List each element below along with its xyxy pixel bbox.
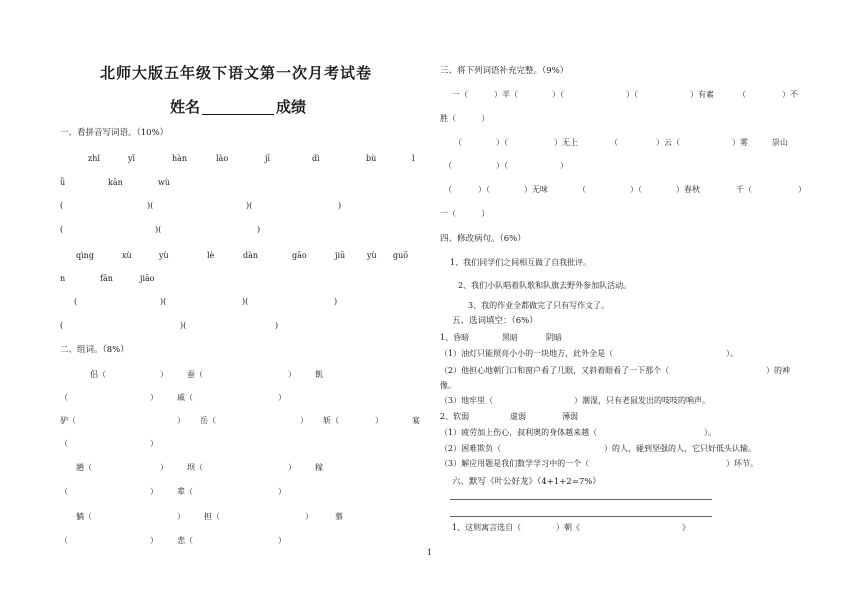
pinyin: dàn xyxy=(243,251,259,260)
idiom-part: 崇山 xyxy=(772,138,788,147)
idiom-part: ）（ xyxy=(496,161,508,170)
idiom-part: ）雾 xyxy=(732,138,748,147)
pinyin: xù xyxy=(122,251,132,260)
word-choice: 薄弱 xyxy=(562,412,578,421)
pinyin: n xyxy=(60,274,66,283)
word-char: 趟（ xyxy=(76,463,92,472)
answer-paren[interactable]: ）环节。 xyxy=(726,459,758,468)
idiom-part: ）半（ xyxy=(494,90,518,99)
section-6-heading: 六、默写《叶公好龙》（4+1+2=7%） xyxy=(452,477,601,487)
sentence-item: 3、我的作业全都做完了只有写作文了。 xyxy=(468,301,610,310)
idiom-part: （ xyxy=(444,161,452,170)
pinyin: guō xyxy=(393,251,409,260)
page-title: 北师大版五年级下语文第一次月考试卷 xyxy=(100,64,373,82)
answer-paren[interactable]: ）朝《 xyxy=(556,523,580,532)
answer-paren[interactable]: ） xyxy=(288,463,296,472)
answer-paren[interactable]: ( xyxy=(60,201,64,210)
answer-paren[interactable]: ) xyxy=(275,321,279,330)
pinyin: yù xyxy=(367,251,377,260)
fill-item: 像。 xyxy=(440,381,456,390)
answer-paren[interactable]: ( xyxy=(60,225,64,234)
idiom-part: （ xyxy=(578,185,586,194)
word-char: 戚（ xyxy=(177,393,193,402)
word-char: 慕 xyxy=(335,512,343,521)
answer-paren[interactable]: ） xyxy=(177,416,185,425)
answer-paren[interactable]: ( xyxy=(60,321,64,330)
word-char: 斩（ xyxy=(323,416,339,425)
idiom-part: ）（ xyxy=(630,185,642,194)
answer-paren[interactable]: ） xyxy=(278,487,286,496)
pinyin: jiāo xyxy=(140,274,155,283)
fill-item: （3）地牢里（ xyxy=(440,396,494,405)
answer-paren[interactable]: ） xyxy=(150,536,158,545)
pinyin: lè xyxy=(207,251,215,260)
answer-paren[interactable]: ） xyxy=(305,512,313,521)
fill-item: （1）油灯只能照亮小小的一块地方，此外全是（ xyxy=(440,349,614,358)
answer-paren[interactable]: )( xyxy=(147,201,154,210)
answer-paren[interactable]: ） xyxy=(177,512,185,521)
idiom-part: 一（ xyxy=(452,90,468,99)
idiom-part: ）（ xyxy=(478,185,490,194)
idiom-part: ）（ xyxy=(626,90,638,99)
answer-paren[interactable]: （ xyxy=(60,393,68,402)
idiom-part: ）春秋 xyxy=(676,185,700,194)
sentence-item: 2、我们小队唱着队歌和队旗去野外参加队活动。 xyxy=(458,281,632,290)
fill-item: 1、这则寓言选自（ xyxy=(452,523,522,532)
pinyin: jī xyxy=(265,154,271,163)
idiom-part: ） xyxy=(560,161,568,170)
word-char: 蚕（ xyxy=(187,370,203,379)
fill-item: （2）困难欺负（ xyxy=(440,444,502,453)
pinyin: dì xyxy=(312,154,320,163)
idiom-part: ）云（ xyxy=(656,138,680,147)
answer-paren[interactable]: ） xyxy=(160,370,168,379)
pinyin: bù xyxy=(366,154,377,163)
answer-paren[interactable]: ）的人，碰到坚强的人，它只好低头认输。 xyxy=(604,444,756,453)
answer-paren[interactable]: ） xyxy=(278,536,286,545)
word-char: 侣（ xyxy=(90,370,106,379)
fill-item: （3）解应用题是我们数学学习中的一个（ xyxy=(440,459,590,468)
word-char: 躺（ xyxy=(76,512,92,521)
pinyin: ǚ xyxy=(60,178,66,187)
answer-paren[interactable]: ） xyxy=(375,416,383,425)
pinyin: yù xyxy=(159,251,169,260)
pinyin: lào xyxy=(216,154,229,163)
answer-paren[interactable]: ） xyxy=(288,370,296,379)
answer-paren[interactable]: （ xyxy=(60,487,68,496)
idiom-part: ）无味 xyxy=(524,185,548,194)
idiom-part: ）无上 xyxy=(554,138,578,147)
pinyin: zhǐ xyxy=(88,154,100,163)
writing-line[interactable] xyxy=(450,516,712,517)
word-char: 驴（ xyxy=(60,416,76,425)
answer-paren[interactable]: （ xyxy=(60,536,68,545)
word-char: 坝（ xyxy=(187,463,203,472)
word-choice: 1、昏暗 xyxy=(440,333,470,342)
answer-paren[interactable]: 》 xyxy=(682,523,690,532)
pinyin: yī xyxy=(128,154,136,163)
word-choice: 2、软弱 xyxy=(440,412,470,421)
idiom-part: ）不 xyxy=(782,90,798,99)
word-char: 宴 xyxy=(412,416,420,425)
idiom-part: ）（ xyxy=(496,138,508,147)
word-char: 飢 xyxy=(315,370,323,379)
word-char: 担（ xyxy=(204,512,220,521)
answer-paren[interactable]: ）。 xyxy=(726,349,738,358)
section-3-heading: 三、将下列词语补充完整。（9%） xyxy=(440,66,569,76)
pinyin: hàn xyxy=(172,154,188,163)
idiom-part: （ xyxy=(454,138,462,147)
writing-line[interactable] xyxy=(450,499,712,500)
section-1-heading: 一、看拼音写词语。（10%） xyxy=(60,128,169,138)
answer-paren[interactable]: ) xyxy=(257,225,261,234)
answer-paren[interactable]: ） xyxy=(150,487,158,496)
pinyin: l xyxy=(412,154,415,163)
word-char: 悲（ xyxy=(177,536,193,545)
word-choice: 虚弱 xyxy=(510,412,526,421)
section-2-heading: 二、组词。（8%） xyxy=(60,345,129,355)
idiom-part: （ xyxy=(738,90,746,99)
sentence-item: 1、我们同学们之间相互做了自我批评。 xyxy=(450,258,592,267)
fill-item: （1）疲劳加上伤心，叔利奥的身体越来越（ xyxy=(440,428,598,437)
word-choice: 阴暗 xyxy=(546,333,562,342)
word-choice: 黑暗 xyxy=(502,333,518,342)
answer-paren[interactable]: ） xyxy=(278,393,286,402)
name-blank[interactable] xyxy=(202,98,274,115)
pinyin: gāo xyxy=(292,251,307,260)
answer-paren[interactable]: )( xyxy=(155,225,162,234)
answer-paren[interactable]: ) xyxy=(338,201,342,210)
idiom-part: ）（ xyxy=(552,90,564,99)
score-label: 成绩 xyxy=(276,98,307,116)
answer-paren[interactable]: )( xyxy=(180,321,187,330)
answer-paren[interactable]: )( xyxy=(160,297,167,306)
word-char: 稼 xyxy=(315,463,323,472)
pinyin: jiū xyxy=(335,251,346,260)
idiom-part: 胜（ ） xyxy=(440,114,490,123)
answer-paren[interactable]: ( xyxy=(74,297,78,306)
answer-paren[interactable]: ）潮湿，只有老鼠发出的吱吱的响声。 xyxy=(574,396,710,405)
idiom-part: ）有素 xyxy=(690,90,714,99)
answer-paren[interactable]: )( xyxy=(246,201,253,210)
answer-paren[interactable]: ） xyxy=(160,463,168,472)
word-char: 岳（ xyxy=(200,416,216,425)
idiom-part: 千（ xyxy=(736,185,752,194)
answer-paren[interactable]: ） xyxy=(300,416,308,425)
page-number: 1 xyxy=(427,548,433,557)
idiom-part: 一（ ） xyxy=(440,209,490,218)
word-char: 辈（ xyxy=(177,487,193,496)
answer-paren[interactable]: ）。 xyxy=(704,428,716,437)
idiom-part: ） xyxy=(798,185,806,194)
idiom-part: （ xyxy=(610,138,618,147)
answer-paren[interactable]: ） xyxy=(150,439,158,448)
idiom-part: （ xyxy=(444,185,452,194)
answer-paren[interactable]: ）的神 xyxy=(766,366,790,375)
answer-paren[interactable]: （ xyxy=(60,439,68,448)
fill-item: （2）他担心地朝门口和窗户看了几眼，又斜着眼看了一下那个（ xyxy=(440,366,670,375)
name-label: 姓名 xyxy=(170,98,201,116)
answer-paren[interactable]: ） xyxy=(150,393,158,402)
answer-paren[interactable]: )( xyxy=(242,297,249,306)
section-5-heading: 五、选词填空：（6%） xyxy=(452,316,538,326)
pinyin: kān xyxy=(108,178,123,187)
answer-paren[interactable]: ) xyxy=(334,297,338,306)
pinyin: fān xyxy=(100,274,113,283)
pinyin: qìng xyxy=(76,251,94,260)
section-4-heading: 四、修改病句。（6%） xyxy=(440,234,526,244)
pinyin: wù xyxy=(158,178,170,187)
